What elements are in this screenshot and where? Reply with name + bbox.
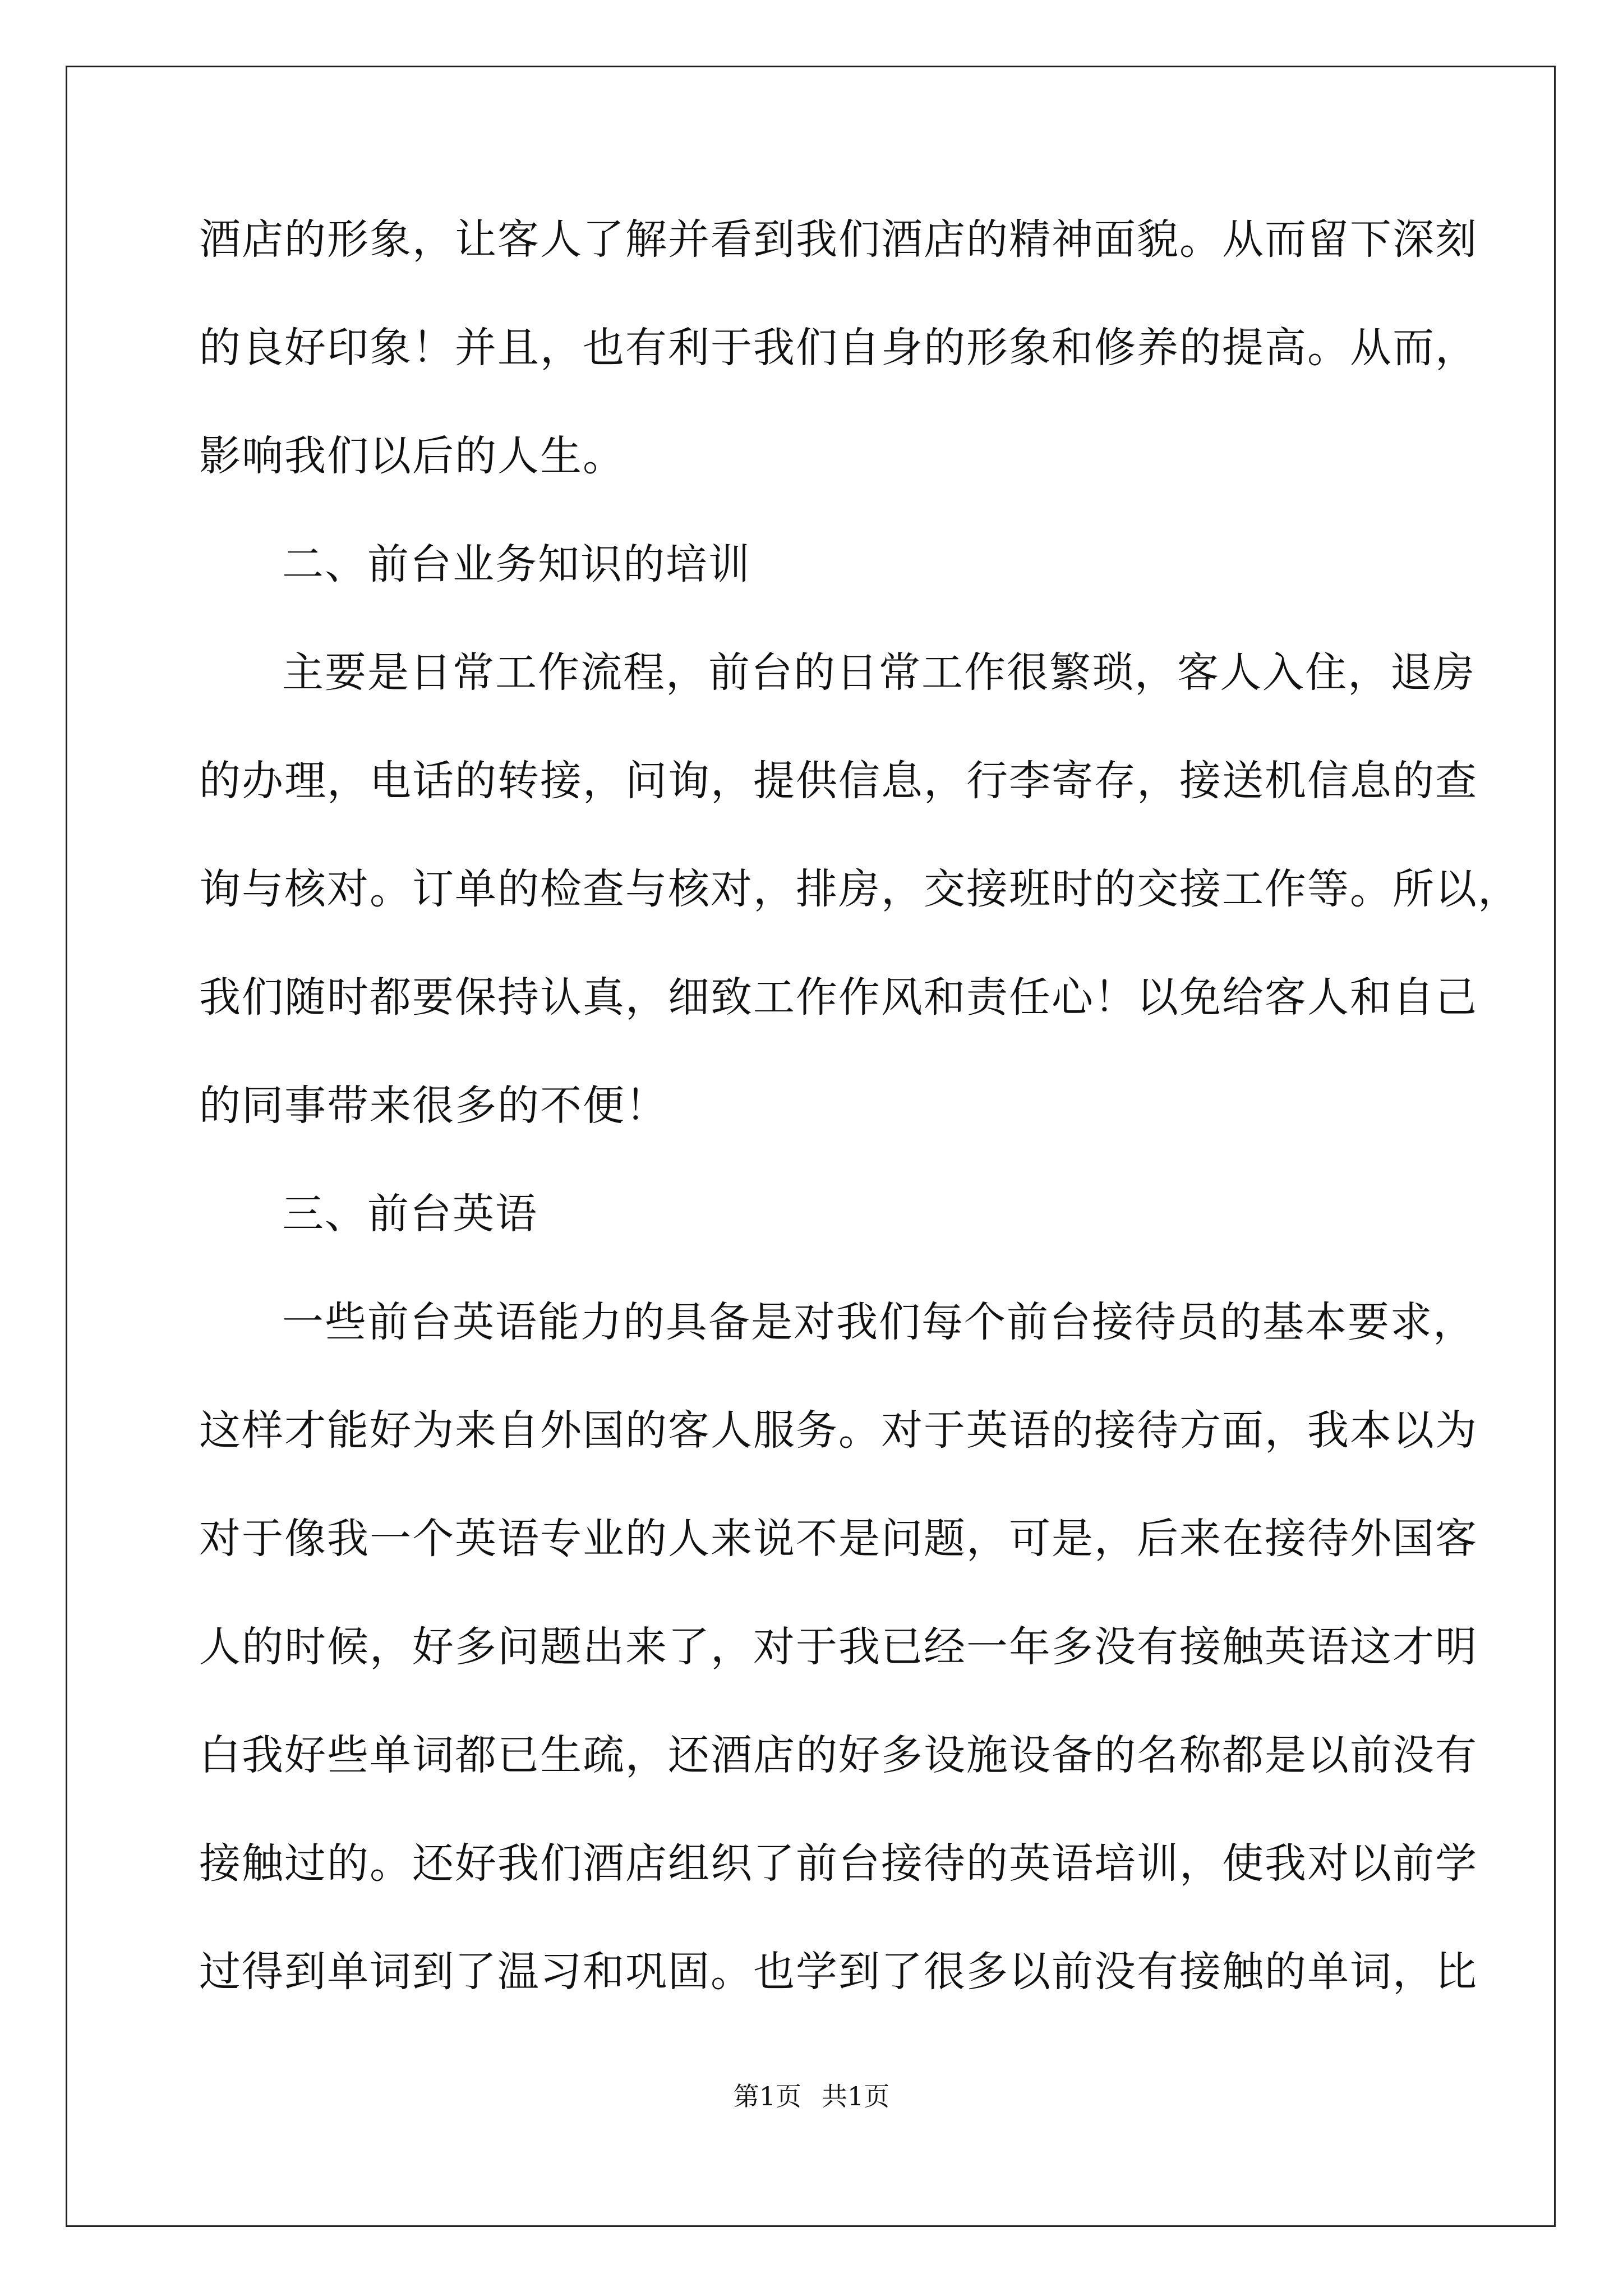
text-line: 接触过的。还好我们酒店组织了前台接待的英语培训，使我对以前学 bbox=[199, 1839, 1478, 1888]
text-line: 的办理，电话的转接，问询，提供信息，行李寄存，接送机信息的查 bbox=[199, 757, 1478, 805]
text-line: 询与核对。订单的检查与核对，排房，交接班时的交接工作等。所以， bbox=[199, 865, 1520, 913]
page-total: 共1页 bbox=[822, 2081, 890, 2111]
text-line: 这样才能好为来自外国的客人服务。对于英语的接待方面，我本以为 bbox=[199, 1406, 1478, 1455]
page-footer bbox=[0, 2083, 1623, 2109]
text-line: 过得到单词到了温习和巩固。也学到了很多以前没有接触的单词，比 bbox=[199, 1948, 1478, 1996]
text-line: 的良好印象！并且，也有利于我们自身的形象和修养的提高。从而， bbox=[199, 324, 1478, 372]
text-line: 对于像我一个英语专业的人来说不是问题，可是，后来在接待外国客 bbox=[199, 1515, 1478, 1563]
text-line: 白我好些单词都已生疏，还酒店的好多设施设备的名称都是以前没有 bbox=[199, 1731, 1478, 1779]
document-body bbox=[199, 215, 1520, 2059]
section-heading: 三、前台英语 bbox=[282, 1190, 538, 1238]
text-line: 我们随时都要保持认真，细致工作作风和责任心！以免给客人和自己 bbox=[199, 973, 1478, 1022]
text-line: 一些前台英语能力的具备是对我们每个前台接待员的基本要求， bbox=[282, 1298, 1476, 1346]
text-line: 主要是日常工作流程，前台的日常工作很繁琐，客人入住，退房 bbox=[282, 648, 1476, 697]
page-number: 第1页 bbox=[733, 2081, 801, 2111]
text-line: 的同事带来很多的不便！ bbox=[199, 1082, 668, 1130]
section-heading: 二、前台业务知识的培训 bbox=[282, 540, 751, 588]
text-line: 人的时候，好多问题出来了，对于我已经一年多没有接触英语这才明 bbox=[199, 1623, 1478, 1671]
text-line: 影响我们以后的人生。 bbox=[199, 432, 625, 480]
text-line: 酒店的形象，让客人了解并看到我们酒店的精神面貌。从而留下深刻 bbox=[199, 215, 1478, 264]
